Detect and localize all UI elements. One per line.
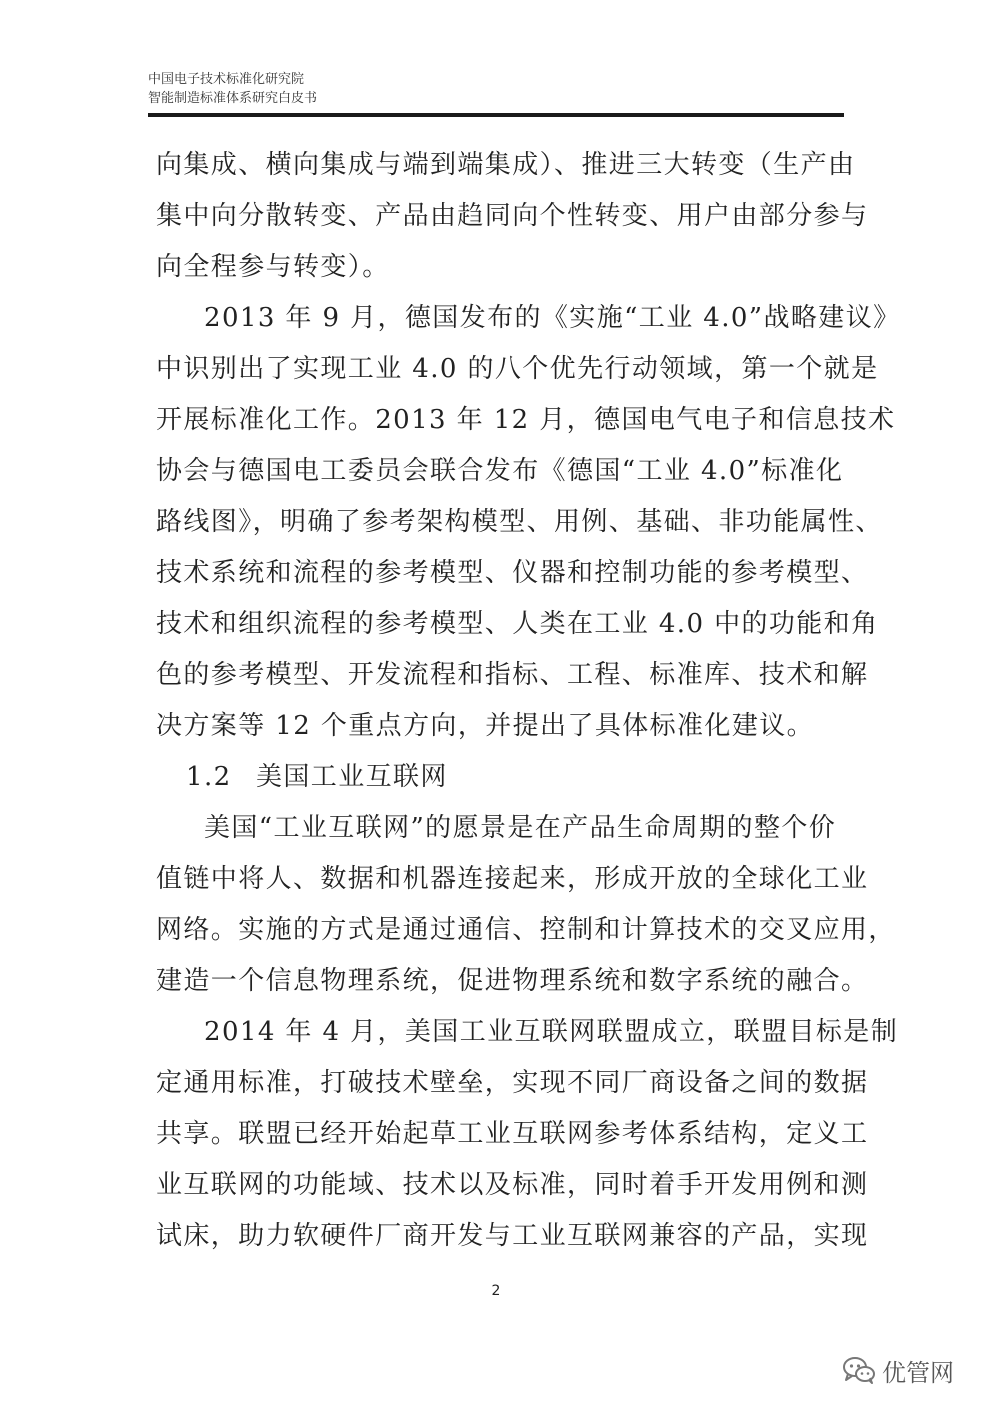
- text-line: 开展标准化工作。2013 年 12 月，德国电气电子和信息技术: [156, 405, 896, 435]
- page-header: [148, 70, 844, 108]
- header-document-title: 智能制造标准体系研究白皮书: [148, 91, 318, 106]
- text-line: 中识别出了实现工业 4.0 的八个优先行动领域，第一个就是: [156, 354, 879, 384]
- watermark-text: 优管网: [882, 1358, 954, 1387]
- text-line: 业互联网的功能域、技术以及标准，同时着手开发用例和测: [156, 1170, 869, 1200]
- text-line: 建造一个信息物理系统，促进物理系统和数字系统的融合。: [156, 966, 869, 996]
- wechat-icon: [842, 1355, 876, 1385]
- text-line: 技术系统和流程的参考模型、仪器和控制功能的参考模型、: [156, 558, 869, 588]
- text-line: 2014 年 4 月，美国工业互联网联盟成立，联盟目标是制: [204, 1017, 899, 1047]
- text-line: 向集成、横向集成与端到端集成）、推进三大转变（生产由: [156, 150, 856, 180]
- text-line: 2013 年 9 月，德国发布的《实施“工业 4.0”战略建议》: [204, 303, 901, 333]
- text-line: 值链中将人、数据和机器连接起来，形成开放的全球化工业: [156, 864, 869, 894]
- text-line: 美国“工业互联网”的愿景是在产品生命周期的整个价: [204, 813, 837, 843]
- header-organization: 中国电子技术标准化研究院: [148, 72, 305, 87]
- document-body: [156, 140, 901, 1262]
- text-line: 路线图》，明确了参考架构模型、用例、基础、非功能属性、: [156, 507, 883, 537]
- text-line: 协会与德国电工委员会联合发布《德国“工业 4.0”标准化: [156, 456, 844, 486]
- header-divider: [148, 113, 844, 117]
- section-number: 1.2: [186, 762, 232, 792]
- text-line: 共享。联盟已经开始起草工业互联网参考体系结构，定义工: [156, 1119, 869, 1149]
- text-line: 试床，助力软硬件厂商开发与工业互联网兼容的产品，实现: [156, 1221, 869, 1251]
- text-line: 集中向分散转变、产品由趋同向个性转变、用户由部分参与: [156, 201, 869, 231]
- text-line: 网络。实施的方式是通过通信、控制和计算技术的交叉应用，: [156, 915, 896, 945]
- watermark: [842, 1352, 972, 1388]
- text-line: 决方案等 12 个重点方向，并提出了具体标准化建议。: [156, 711, 815, 741]
- section-title: 美国工业互联网: [256, 762, 448, 792]
- text-line: 定通用标准，打破技术壁垒，实现不同厂商设备之间的数据: [156, 1068, 869, 1098]
- text-line: 技术和组织流程的参考模型、人类在工业 4.0 中的功能和角: [156, 609, 879, 639]
- text-line: 色的参考模型、开发流程和指标、工程、标准库、技术和解: [156, 660, 869, 690]
- text-line: 向全程参与转变）。: [156, 252, 390, 282]
- page-number: 2: [491, 1283, 501, 1299]
- section-heading: [156, 752, 846, 803]
